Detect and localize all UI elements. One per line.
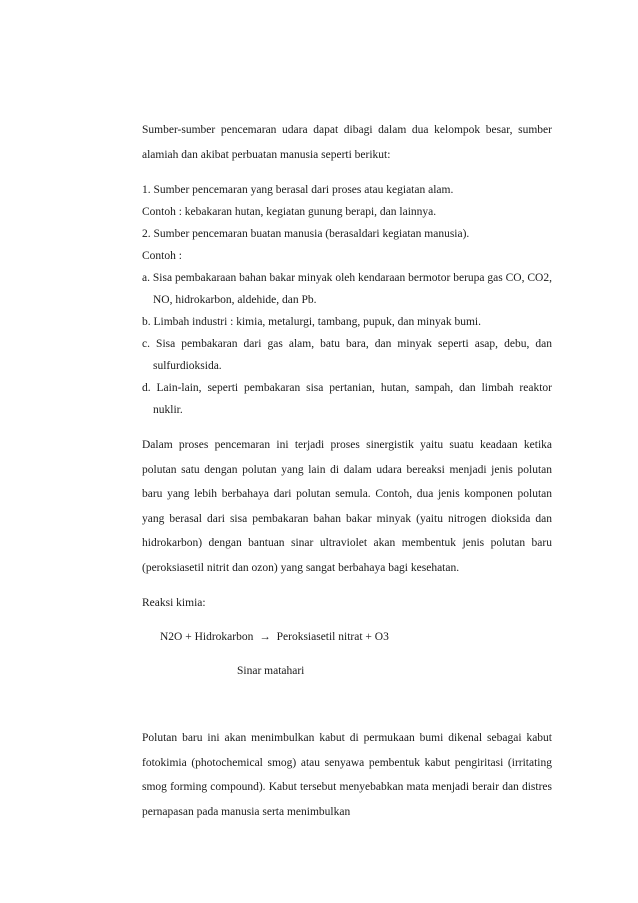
intro-paragraph: Sumber-sumber pencemaran udara dapat dibagi dalam dua kelompok besar, sumber alamiah dan akibat perbuatan manusia seperti berikut: bbox=[142, 124, 552, 161]
reaction-arrow-icon: → bbox=[259, 631, 271, 643]
synergistic-paragraph: Dalam proses pencemaran ini terjadi proses sinergistik yaitu suatu keadaan ketika polutan satu dengan polutan yang lain di dalam udara bereaksi menjadi jenis polutan baru yang lebih berbahaya dari polutan semula. Contoh, dua jenis komponen polutan yang berasal dari sisa pembakaran bahan bakar minyak (yaitu nitrogen dioksida dan hidrokarbon) dengan bantuan sinar ultraviolet akan membentuk jenis polutan baru (peroksiasetil nitrit dan ozon) yang sangat berbahaya bagi kesehatan. bbox=[142, 439, 552, 574]
reaction-heading: Reaksi kimia: bbox=[142, 597, 206, 609]
list-item-human-example-label: Contoh : bbox=[142, 250, 182, 262]
document-body bbox=[142, 118, 552, 824]
spacer bbox=[142, 614, 552, 626]
sub-item-b: b. Limbah industri : kimia, metalurgi, tambang, pupuk, dan minyak bumi. bbox=[142, 316, 481, 328]
spacer bbox=[142, 167, 552, 179]
reaction-products: Peroksiasetil nitrat + O3 bbox=[276, 631, 389, 643]
spacer bbox=[142, 421, 552, 433]
spacer bbox=[142, 648, 552, 660]
sub-item-a: a. Sisa pembakaraan bahan bakar minyak oleh kendaraan bermotor berupa gas CO, CO2, NO, hidrokarbon, aldehide, dan Pb. bbox=[142, 272, 552, 306]
list-item-human-source: 2. Sumber pencemaran buatan manusia (berasaldari kegiatan manusia). bbox=[142, 228, 470, 240]
sub-item-c: c. Sisa pembakaran dari gas alam, batu bara, dan minyak seperti asap, debu, dan sulfurdioksida. bbox=[142, 338, 552, 372]
reaction-reactants: N2O + Hidrokarbon bbox=[160, 631, 254, 643]
reaction-equation bbox=[142, 626, 552, 648]
spacer bbox=[142, 682, 552, 726]
list-item-natural-example: Contoh : kebakaran hutan, kegiatan gunung berapi, dan lainnya. bbox=[142, 206, 437, 218]
reaction-block bbox=[142, 592, 552, 682]
spacer bbox=[142, 580, 552, 592]
smog-paragraph: Polutan baru ini akan menimbulkan kabut di permukaan bumi dikenal sebagai kabut fotokimia (photochemical smog) atau senyawa pembentuk kabut pengiritasi (irritating smog forming compound). Kabut tersebut menyebabkan mata menjadi berair dan distres pernapasan pada manusia serta menimbulkan bbox=[142, 732, 552, 818]
list-item-natural-source: 1. Sumber pencemaran yang berasal dari proses atau kegiatan alam. bbox=[142, 184, 454, 196]
reaction-condition: Sinar matahari bbox=[237, 665, 305, 677]
pollution-source-list bbox=[142, 179, 552, 421]
sub-item-d: d. Lain-lain, seperti pembakaran sisa pertanian, hutan, sampah, dan limbah reaktor nuklir. bbox=[142, 382, 552, 416]
